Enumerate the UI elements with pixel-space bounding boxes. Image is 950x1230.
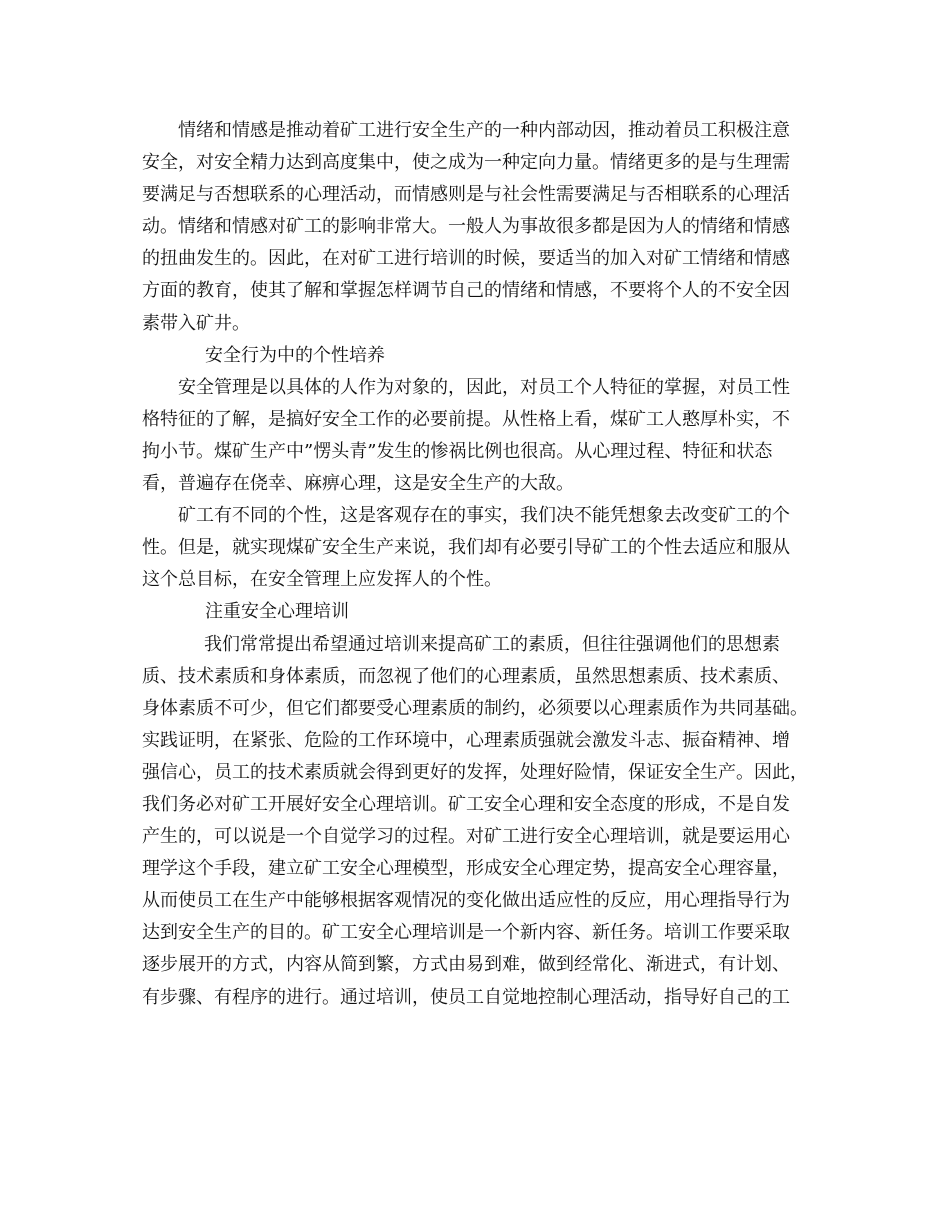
section-heading-personality: 安全行为中的个性培养 <box>205 344 385 366</box>
text-line: 实践证明，在紧张、危险的工作环境中，心理素质强就会激发斗志、振奋精神、增 <box>142 729 790 751</box>
text-line: 看，普遍存在侥幸、麻痹心理，这是安全生产的大敌。 <box>142 473 574 495</box>
text-line: 安全，对安全精力达到高度集中，使之成为一种定向力量。情绪更多的是与生理需 <box>142 152 790 174</box>
text-line: 产生的，可以说是一个自觉学习的过程。对矿工进行安全心理培训，就是要运用心 <box>142 826 790 848</box>
text-line: 格特征的了解，是搞好安全工作的必要前提。从性格上看，煤矿工人憨厚朴实，不 <box>142 408 790 430</box>
paragraph-safety-management <box>142 372 812 500</box>
section-heading-psychology-training: 注重安全心理培训 <box>205 601 349 623</box>
text-line: 身体素质不可少，但它们都要受心理素质的制约，必须要以心理素质作为共同基础。 <box>142 697 808 719</box>
text-line: 矿工有不同的个性，这是客观存在的事实，我们决不能凭想象去改变矿工的个 <box>178 505 790 527</box>
text-line: 性。但是，就实现煤矿安全生产来说，我们却有必要引导矿工的个性去适应和服从 <box>142 537 790 559</box>
text-line: 逐步展开的方式，内容从简到繁，方式由易到难，做到经常化、渐进式，有计划、 <box>142 954 790 976</box>
text-line: 要满足与否想联系的心理活动，而情感则是与社会性需要满足与否相联系的心理活 <box>142 184 790 206</box>
text-line: 我们务必对矿工开展好安全心理培训。矿工安全心理和安全态度的形成，不是自发 <box>142 793 790 815</box>
text-line: 有步骤、有程序的进行。通过培训，使员工自觉地控制心理活动，指导好自己的工 <box>142 986 790 1008</box>
text-line: 安全管理是以具体的人作为对象的，因此，对员工个人特征的掌握，对员工性 <box>178 376 790 398</box>
paragraph-emotion <box>142 115 812 340</box>
text-line: 理学这个手段，建立矿工安全心理模型，形成安全心理定势，提高安全心理容量， <box>142 858 790 880</box>
text-line: 质、技术素质和身体素质，而忽视了他们的心理素质，虽然思想素质、技术素质、 <box>142 665 790 687</box>
text-line: 从而使员工在生产中能够根据客观情况的变化做出适应性的反应，用心理指导行为 <box>142 890 790 912</box>
text-line: 动。情绪和情感对矿工的影响非常大。一般人为事故很多都是因为人的情绪和情感 <box>142 216 790 238</box>
text-line: 情绪和情感是推动着矿工进行安全生产的一种内部动因，推动着员工积极注意 <box>178 120 790 141</box>
text-line: 的扭曲发生的。因此，在对矿工进行培训的时候，要适当的加入对矿工情绪和情感 <box>142 248 790 270</box>
text-line: 我们常常提出希望通过培训来提高矿工的素质，但往往强调他们的思想素 <box>204 633 780 655</box>
text-line: 强信心，员工的技术素质就会得到更好的发挥，处理好险情，保证安全生产。因此， <box>142 761 808 783</box>
text-line: 素带入矿井。 <box>142 312 250 334</box>
paragraph-personality <box>142 500 812 596</box>
text-line: 这个总目标，在安全管理上应发挥人的个性。 <box>142 569 502 591</box>
text-line: 拘小节。煤矿生产中”愣头青”发生的惨祸比例也很高。从心理过程、特征和状态 <box>142 440 773 462</box>
paragraph-psychology-training <box>142 629 812 1014</box>
text-line: 达到安全生产的目的。矿工安全心理培训是一个新内容、新任务。培训工作要采取 <box>142 922 790 944</box>
document-body <box>142 115 812 1014</box>
text-line: 方面的教育，使其了解和掌握怎样调节自己的情绪和情感，不要将个人的不安全因 <box>142 280 790 302</box>
